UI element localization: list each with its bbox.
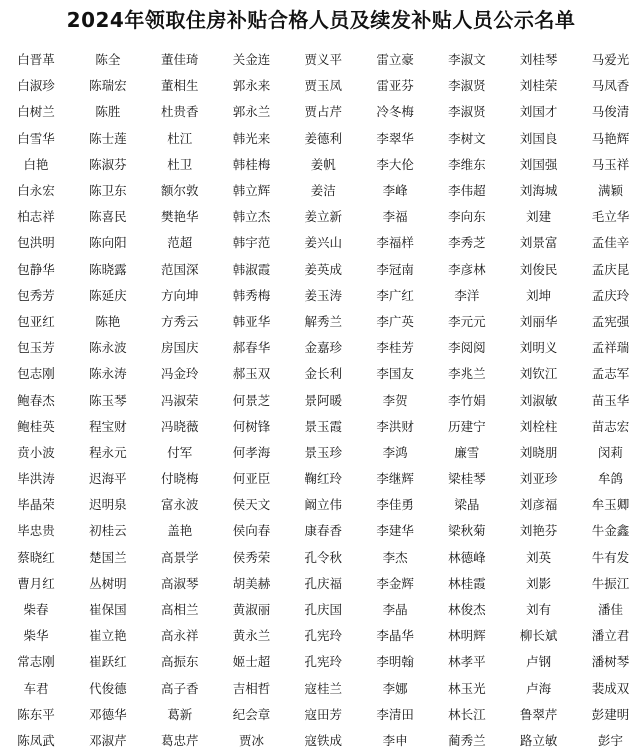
name-cell: 孟佳辛 <box>591 235 630 251</box>
name-cell: 柳长斌 <box>519 628 558 644</box>
name-cell: 李建华 <box>376 523 414 539</box>
name-cell: 白淑珍 <box>17 78 55 94</box>
name-cell: 寇桂兰 <box>304 680 343 696</box>
name-cell: 贲小波 <box>17 444 55 460</box>
name-cell: 白晋革 <box>17 52 55 68</box>
table-row <box>0 47 642 73</box>
table-row <box>0 335 642 361</box>
name-cell: 闵莉 <box>597 444 623 460</box>
table-row <box>0 204 642 230</box>
name-cell: 韩秀梅 <box>232 287 271 303</box>
name-cell: 李洋 <box>454 287 480 303</box>
name-cell: 葛忠芹 <box>160 732 199 748</box>
name-cell: 柴华 <box>23 628 49 644</box>
name-cell: 路立敏 <box>519 732 558 748</box>
name-cell: 韩亚华 <box>232 313 271 329</box>
name-cell: 刘晓朋 <box>519 444 558 460</box>
name-cell: 刘桂琴 <box>519 52 558 68</box>
name-cell: 李杰 <box>382 549 408 565</box>
name-cell: 付晓梅 <box>160 471 199 487</box>
name-cell: 李广英 <box>376 313 414 329</box>
name-cell: 裴成双 <box>591 680 630 696</box>
name-cell: 崔保国 <box>89 602 127 618</box>
name-cell: 苗玉华 <box>591 392 630 408</box>
name-cell: 马玉祥 <box>591 156 630 172</box>
name-cell: 包秀芳 <box>17 287 55 303</box>
name-cell: 马俊清 <box>591 104 630 120</box>
name-cell: 刘坤 <box>526 287 552 303</box>
name-cell: 陈全 <box>95 52 121 68</box>
name-cell: 葛新 <box>167 706 193 722</box>
table-row <box>0 597 642 623</box>
name-cell: 包洪明 <box>17 235 55 251</box>
name-cell: 李翠华 <box>376 130 414 146</box>
name-cell: 代俊德 <box>89 680 127 696</box>
name-cell: 陈向阳 <box>89 235 127 251</box>
name-cell: 孟庆玲 <box>591 287 630 303</box>
name-cell: 贾冰 <box>238 732 264 748</box>
name-cell: 董佳琦 <box>160 52 199 68</box>
name-cell: 李彦林 <box>448 261 486 277</box>
name-cell: 侯秀荣 <box>232 549 271 565</box>
name-cell: 康春香 <box>304 523 343 539</box>
name-cell: 迟明泉 <box>89 497 127 513</box>
name-cell: 马艳辉 <box>591 130 630 146</box>
name-cell: 崔立艳 <box>89 628 127 644</box>
name-cell: 蔡晓红 <box>17 549 55 565</box>
name-cell: 潘树琴 <box>591 654 630 670</box>
name-cell: 刘彦福 <box>519 497 558 513</box>
name-cell: 房国庆 <box>160 340 199 356</box>
name-cell: 李阅阅 <box>448 340 486 356</box>
name-cell: 高相兰 <box>160 602 199 618</box>
name-cell: 孔令秋 <box>304 549 343 565</box>
name-cell: 孔庆福 <box>304 575 343 591</box>
name-cell: 吉相哲 <box>232 680 271 696</box>
table-row <box>0 73 642 99</box>
name-cell: 李大伦 <box>376 156 414 172</box>
name-cell: 鲍桂英 <box>17 418 55 434</box>
name-cell: 牛振江 <box>591 575 630 591</box>
name-cell: 姜兴山 <box>304 235 343 251</box>
name-cell: 孟志军 <box>591 366 630 382</box>
name-cell: 黄永兰 <box>232 628 271 644</box>
name-cell: 刘国良 <box>519 130 558 146</box>
name-cell: 孟祥瑞 <box>591 340 630 356</box>
name-cell: 冷冬梅 <box>376 104 414 120</box>
name-cell: 陈凤武 <box>17 732 55 748</box>
name-cell: 李淑贤 <box>448 104 486 120</box>
name-cell: 毕晶荣 <box>17 497 55 513</box>
name-cell: 李佳勇 <box>376 497 414 513</box>
name-cell: 姬士超 <box>232 654 271 670</box>
name-cell: 林俊杰 <box>448 602 486 618</box>
name-cell: 白树兰 <box>17 104 55 120</box>
name-cell: 李娜 <box>382 680 408 696</box>
name-cell: 卢海 <box>526 680 552 696</box>
table-row <box>0 361 642 387</box>
name-cell: 马凤香 <box>591 78 630 94</box>
name-cell: 何景芝 <box>232 392 271 408</box>
name-cell: 冯晓薇 <box>160 418 199 434</box>
name-cell: 楚国兰 <box>89 549 127 565</box>
name-cell: 迟海平 <box>89 471 127 487</box>
name-cell: 纪会章 <box>232 706 271 722</box>
name-cell: 陈玉琴 <box>89 392 127 408</box>
table-row <box>0 230 642 256</box>
name-list-table <box>0 47 642 754</box>
name-cell: 梁秋菊 <box>448 523 486 539</box>
name-cell: 刘建 <box>526 209 552 225</box>
name-cell: 姜玉涛 <box>304 287 343 303</box>
name-cell: 鲁翠芹 <box>519 706 558 722</box>
name-cell: 李清田 <box>376 706 414 722</box>
name-cell: 郝春华 <box>232 340 271 356</box>
name-cell: 李继辉 <box>376 471 414 487</box>
name-cell: 李国友 <box>376 366 414 382</box>
name-cell: 程宝财 <box>89 418 127 434</box>
name-cell: 雷立豪 <box>376 52 414 68</box>
page-title: 2024年领取住房补贴合格人员及续发补贴人员公示名单 <box>66 8 576 32</box>
name-cell: 包静华 <box>17 261 55 277</box>
name-cell: 方向坤 <box>160 287 199 303</box>
name-cell: 韩宇范 <box>232 235 271 251</box>
name-cell: 刘钦江 <box>519 366 558 382</box>
name-cell: 柏志祥 <box>17 209 55 225</box>
name-cell: 包志刚 <box>17 366 55 382</box>
name-cell: 侯向春 <box>232 523 271 539</box>
name-cell: 景阿暖 <box>304 392 343 408</box>
name-cell: 刘俊民 <box>519 261 558 277</box>
name-cell: 李晶 <box>382 602 408 618</box>
name-cell: 高振东 <box>160 654 199 670</box>
table-row <box>0 126 642 152</box>
name-cell: 刘亚珍 <box>519 471 558 487</box>
table-row <box>0 545 642 571</box>
name-cell: 韩淑霞 <box>232 261 271 277</box>
name-cell: 董相生 <box>160 78 199 94</box>
name-cell: 李竹娟 <box>448 392 486 408</box>
name-cell: 贾义平 <box>304 52 343 68</box>
name-cell: 彭建明 <box>591 706 630 722</box>
name-cell: 潘立君 <box>591 628 630 644</box>
name-cell: 冯淑荣 <box>160 392 199 408</box>
table-row <box>0 728 642 754</box>
name-cell: 刘桂荣 <box>519 78 558 94</box>
name-cell: 李福样 <box>376 235 414 251</box>
name-cell: 李兆兰 <box>448 366 486 382</box>
name-cell: 鲍春杰 <box>17 392 55 408</box>
name-cell: 何亚臣 <box>232 471 271 487</box>
name-cell: 贾占芹 <box>304 104 343 120</box>
name-cell: 牟鸽 <box>597 471 623 487</box>
name-cell: 廉雪 <box>454 444 480 460</box>
name-cell: 李福 <box>382 209 408 225</box>
name-cell: 林孝平 <box>448 654 486 670</box>
name-cell: 刘影 <box>526 575 552 591</box>
name-cell: 陈士莲 <box>89 130 127 146</box>
table-row <box>0 702 642 728</box>
table-row <box>0 387 642 413</box>
name-cell: 付军 <box>167 444 193 460</box>
name-cell: 邓淑芹 <box>89 732 127 748</box>
name-cell: 李鸿 <box>382 444 408 460</box>
name-cell: 马爱光 <box>591 52 630 68</box>
name-cell: 苗志宏 <box>591 418 630 434</box>
table-row <box>0 466 642 492</box>
name-cell: 侯天文 <box>232 497 271 513</box>
name-cell: 高子香 <box>160 680 199 696</box>
name-cell: 刘英 <box>526 549 552 565</box>
name-cell: 白永宏 <box>17 183 55 199</box>
name-cell: 李元元 <box>448 313 486 329</box>
name-cell: 牟玉卿 <box>591 497 630 513</box>
name-cell: 梁桂琴 <box>448 471 486 487</box>
name-cell: 景玉霞 <box>304 418 343 434</box>
name-cell: 陈艳 <box>95 313 121 329</box>
name-cell: 牛金鑫 <box>591 523 630 539</box>
name-cell: 何孝海 <box>232 444 271 460</box>
name-cell: 包亚红 <box>17 313 55 329</box>
table-row <box>0 623 642 649</box>
name-cell: 何树锋 <box>232 418 271 434</box>
table-row <box>0 309 642 335</box>
name-cell: 林明辉 <box>448 628 486 644</box>
name-cell: 陈卫东 <box>89 183 127 199</box>
name-cell: 盖艳 <box>167 523 193 539</box>
name-cell: 范超 <box>167 235 193 251</box>
name-cell: 潘佳 <box>597 602 623 618</box>
name-cell: 陈永涛 <box>89 366 127 382</box>
name-cell: 陈延庆 <box>89 287 127 303</box>
table-row <box>0 414 642 440</box>
name-cell: 姜帆 <box>310 156 336 172</box>
name-cell: 刘艳芬 <box>519 523 558 539</box>
table-row <box>0 283 642 309</box>
name-cell: 景玉珍 <box>304 444 343 460</box>
name-cell: 李淑文 <box>448 52 486 68</box>
name-cell: 陈胜 <box>95 104 121 120</box>
name-cell: 柴春 <box>23 602 49 618</box>
name-cell: 李金辉 <box>376 575 414 591</box>
name-cell: 孔庆国 <box>304 602 343 618</box>
name-cell: 高永祥 <box>160 628 199 644</box>
name-cell: 丛树明 <box>89 575 127 591</box>
name-cell: 解秀兰 <box>304 313 343 329</box>
name-cell: 韩立杰 <box>232 209 271 225</box>
name-cell: 方秀云 <box>160 313 199 329</box>
name-cell: 林玉光 <box>448 680 486 696</box>
name-cell: 林长江 <box>448 706 486 722</box>
name-cell: 胡美赫 <box>232 575 271 591</box>
name-cell: 韩桂梅 <box>232 156 271 172</box>
name-cell: 郭永来 <box>232 78 271 94</box>
name-cell: 陈东平 <box>17 706 55 722</box>
name-cell: 李明翰 <box>376 654 414 670</box>
name-cell: 包玉芳 <box>17 340 55 356</box>
name-cell: 姜立新 <box>304 209 343 225</box>
name-cell: 李广红 <box>376 287 414 303</box>
name-cell: 车君 <box>23 680 49 696</box>
name-cell: 白艳 <box>23 156 49 172</box>
table-row <box>0 649 642 675</box>
name-cell: 陈晓露 <box>89 261 127 277</box>
name-cell: 历建宁 <box>448 418 486 434</box>
name-cell: 林桂霞 <box>448 575 486 591</box>
name-cell: 陈淑芬 <box>89 156 127 172</box>
table-row <box>0 518 642 544</box>
name-cell: 李洪财 <box>376 418 414 434</box>
name-cell: 杜江 <box>167 130 193 146</box>
name-cell: 刘淑敏 <box>519 392 558 408</box>
name-cell: 冯金玲 <box>160 366 199 382</box>
name-cell: 牛有发 <box>591 549 630 565</box>
name-cell: 邓德华 <box>89 706 127 722</box>
name-cell: 孔宪玲 <box>304 654 343 670</box>
name-cell: 樊艳华 <box>160 209 199 225</box>
name-cell: 李维东 <box>448 156 486 172</box>
name-cell: 陈喜民 <box>89 209 127 225</box>
name-cell: 高淑琴 <box>160 575 199 591</box>
name-cell: 曹月红 <box>17 575 55 591</box>
name-cell: 李树文 <box>448 130 486 146</box>
name-cell: 满颖 <box>597 183 623 199</box>
name-cell: 黄淑丽 <box>232 602 271 618</box>
name-cell: 刘国才 <box>519 104 558 120</box>
name-cell: 李冠南 <box>376 261 414 277</box>
name-cell: 陈瑞宏 <box>89 78 127 94</box>
table-row <box>0 257 642 283</box>
name-cell: 杜贵香 <box>160 104 199 120</box>
name-cell: 范国深 <box>160 261 199 277</box>
name-cell: 雷亚芬 <box>376 78 414 94</box>
name-cell: 关金连 <box>232 52 271 68</box>
table-row <box>0 152 642 178</box>
name-cell: 阚立伟 <box>304 497 343 513</box>
name-cell: 刘栓柱 <box>519 418 558 434</box>
name-cell: 白雪华 <box>17 130 55 146</box>
name-cell: 富永波 <box>160 497 199 513</box>
table-row <box>0 99 642 125</box>
name-cell: 刘明义 <box>519 340 558 356</box>
name-cell: 郭永兰 <box>232 104 271 120</box>
name-cell: 李伟超 <box>448 183 486 199</box>
name-cell: 李向东 <box>448 209 486 225</box>
name-cell: 姜德利 <box>304 130 343 146</box>
table-row <box>0 178 642 204</box>
name-cell: 孟宪强 <box>591 313 630 329</box>
name-cell: 孟庆昆 <box>591 261 630 277</box>
name-cell: 姜洁 <box>310 183 336 199</box>
table-row <box>0 440 642 466</box>
name-cell: 杜卫 <box>167 156 193 172</box>
name-cell: 毕忠贵 <box>17 523 55 539</box>
name-cell: 贾玉凤 <box>304 78 343 94</box>
name-cell: 寇田芳 <box>304 706 343 722</box>
name-cell: 韩立辉 <box>232 183 271 199</box>
name-cell: 姜英成 <box>304 261 343 277</box>
name-cell: 李淑贤 <box>448 78 486 94</box>
name-cell: 韩光来 <box>232 130 271 146</box>
name-cell: 常志刚 <box>17 654 55 670</box>
name-cell: 毕洪涛 <box>17 471 55 487</box>
name-cell: 林德峰 <box>448 549 486 565</box>
name-cell: 李申 <box>382 732 408 748</box>
name-cell: 李秀芝 <box>448 235 486 251</box>
name-cell: 毛立华 <box>591 209 630 225</box>
name-cell: 梁晶 <box>454 497 480 513</box>
name-cell: 刘海城 <box>519 183 558 199</box>
table-row <box>0 571 642 597</box>
table-row <box>0 492 642 518</box>
name-cell: 卢钢 <box>526 654 552 670</box>
name-cell: 彭宇 <box>597 732 623 748</box>
name-cell: 寇铁成 <box>304 732 343 748</box>
name-cell: 蔺秀兰 <box>448 732 486 748</box>
name-cell: 鞠红玲 <box>304 471 343 487</box>
name-cell: 刘景富 <box>519 235 558 251</box>
name-cell: 初桂云 <box>89 523 127 539</box>
name-cell: 刘丽华 <box>519 313 558 329</box>
table-row <box>0 676 642 702</box>
name-cell: 李桂芳 <box>376 340 414 356</box>
name-cell: 李峰 <box>382 183 408 199</box>
name-cell: 刘国强 <box>519 156 558 172</box>
name-cell: 程永元 <box>89 444 127 460</box>
name-cell: 高景学 <box>160 549 199 565</box>
name-cell: 李贺 <box>382 392 408 408</box>
name-cell: 郝玉双 <box>232 366 271 382</box>
name-cell: 额尔敦 <box>160 183 199 199</box>
name-cell: 李晶华 <box>376 628 414 644</box>
name-cell: 陈永波 <box>89 340 127 356</box>
name-cell: 孔宪玲 <box>304 628 343 644</box>
name-cell: 金嘉珍 <box>304 340 343 356</box>
name-cell: 刘有 <box>526 602 552 618</box>
name-cell: 金长利 <box>304 366 343 382</box>
name-cell: 崔跃红 <box>89 654 127 670</box>
